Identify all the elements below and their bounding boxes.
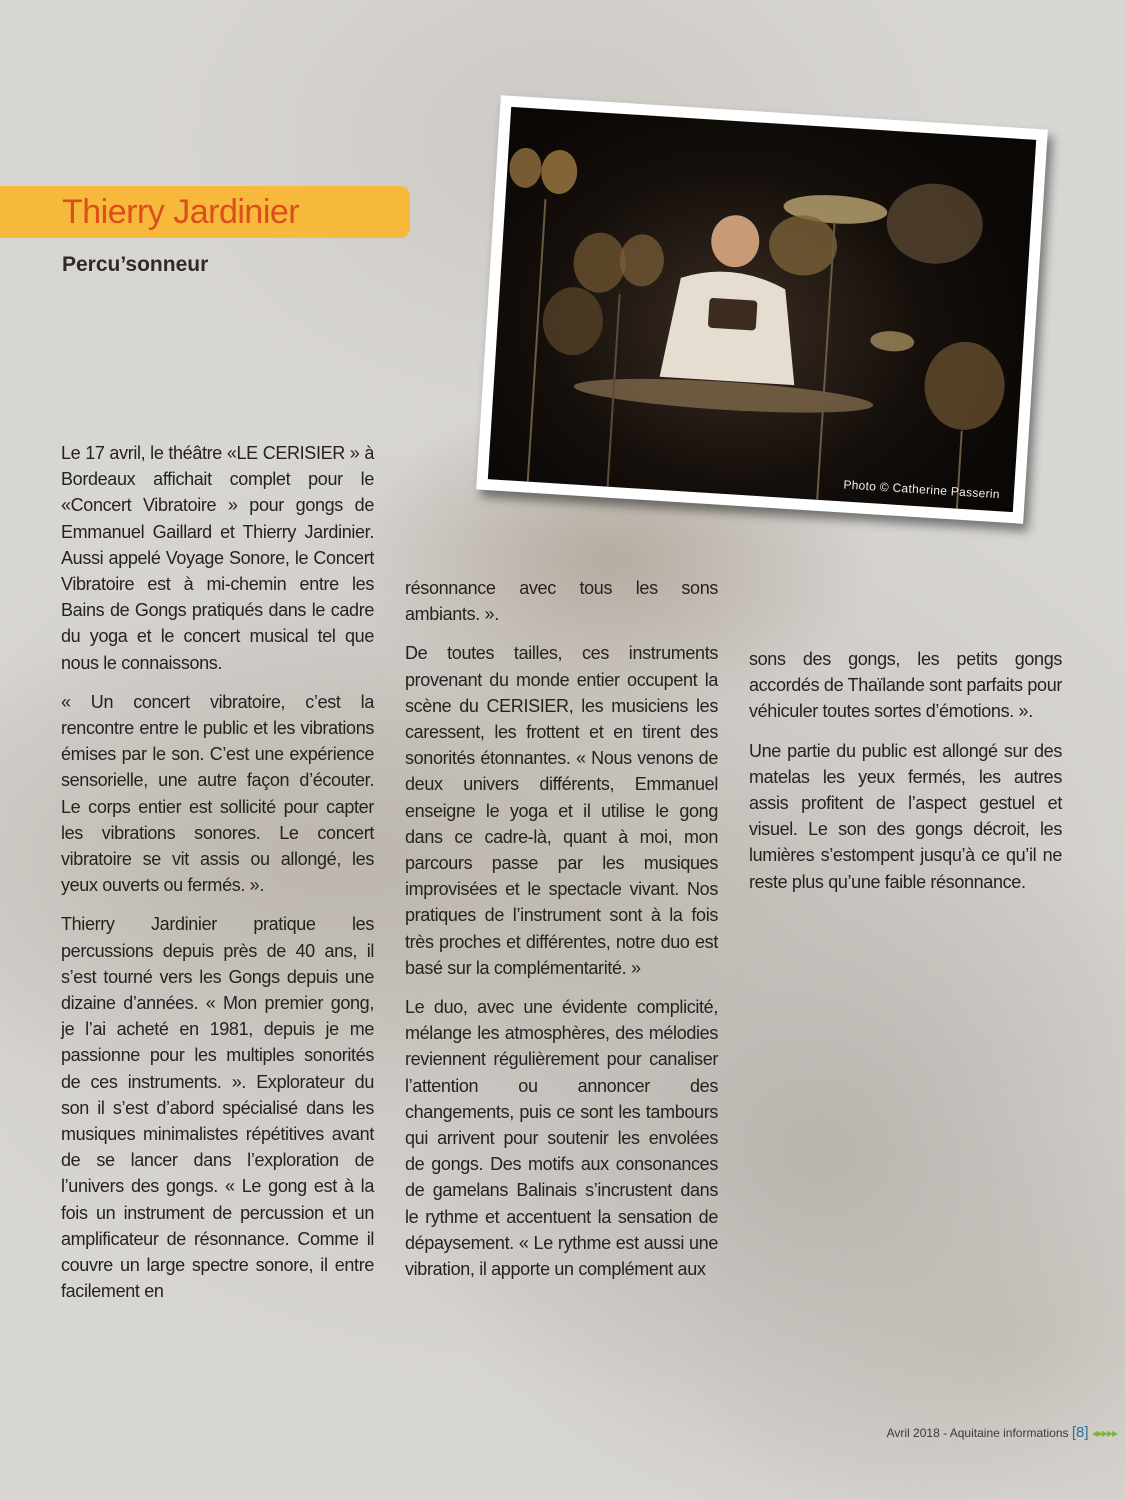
paragraph: sons des gongs, les petits gongs accordés de Thaïlande sont parfaits pour véhiculer toutes sortes d’émotions. ».	[749, 649, 1062, 722]
article-title: Thierry Jardinier	[62, 193, 300, 231]
photo-credit: Photo © Catherine Passerin	[843, 477, 1001, 502]
article-subtitle: Percu’sonneur	[62, 253, 209, 276]
footer-publication: Avril 2018 - Aquitaine informations	[886, 1426, 1069, 1440]
paragraph: « Un concert vibratoire, c’est la rencontre entre le public et les vibrations émises par le son. C’est une expérience sensorielle, une autre façon d’écouter. Le corps entier est sollicité pour capter les vibrations sonores. Le concert vibratoire se vit assis ou allongé, les yeux ouverts ou fermés. ».	[61, 691, 374, 896]
paragraph: Thierry Jardinier pratique les percussions depuis près de 40 ans, il s’est tourné vers les Gongs depuis une dizaine d’années. « Mon premier gong, je l’ai acheté en 1981, depuis je me passionne pour les multiples sonorités de ces instruments. ». Explorateur du son il s’est d’abord spécialisé dans les musiques minimalistes répétitives avant de se lancer dans l’exploration de l’univers des gongs. « Le gong est à la fois un instrument de percussion et un amplificateur de résonnance. Comme il couvre un large spectre sonore, il entre facilement en	[61, 914, 374, 1302]
article-column-2	[405, 575, 718, 1295]
paragraph: Le duo, avec une évidente complicité, mélange les atmosphères, des mélodies reviennent régulièrement pour canaliser l’attention ou annoncer des changements, puis ce sont les tambours qui arrivent pour soutenir les envolées de gongs. Des motifs aux consonances de gamelans Balinais s’incrustent dans le rythme et accentuent la sensation de dépaysement. « Le rythme est aussi une vibration, il apporte un complément aux	[405, 997, 718, 1280]
paragraph: De toutes tailles, ces instruments provenant du monde entier occupent la scène du CERISIER, les musiciens les caressent, les frottent et en tirent des sonorités étonnantes. « Nous venons de deux univers différents, Emmanuel enseigne le yoga et il utilise le gong dans ce cadre-là, quant à moi, mon parcours passe par les musiques improvisées et le spectacle vivant. Nos pratiques de l’instrument sont à la fois très proches et différentes, notre duo est basé sur la complémentarité. »	[405, 643, 718, 978]
article-column-3	[749, 646, 1062, 908]
page-number: [8]	[1071, 1424, 1089, 1441]
gong-stage-illustration	[488, 107, 1036, 512]
arrow-decoration-icon: ◂▸▸▸▸	[1091, 1426, 1117, 1440]
photo-frame	[476, 95, 1048, 524]
article-column-1	[61, 440, 374, 1318]
concert-photo	[488, 107, 1036, 512]
paragraph: résonnance avec tous les sons ambiants. ».	[405, 578, 718, 625]
paragraph: Une partie du public est allongé sur des matelas les yeux fermés, les autres assis profitent de l’aspect gestuel et visuel. Le son des gongs décroit, les lumières s’estompent jusqu’à ce qu’il ne reste plus qu’une faible résonnance.	[749, 740, 1062, 892]
paragraph: Le 17 avril, le théâtre «LE CERISIER » à Bordeaux affichait complet pour le «Concert Vibratoire » pour gongs de Emmanuel Gaillard et Thierry Jardinier. Aussi appelé Voyage Sonore, le Concert Vibratoire est à mi-chemin entre les Bains de Gongs pratiqués dans le cadre du yoga et le concert musical tel que nous le connaissons.	[61, 443, 374, 673]
page-footer	[887, 1424, 1117, 1441]
